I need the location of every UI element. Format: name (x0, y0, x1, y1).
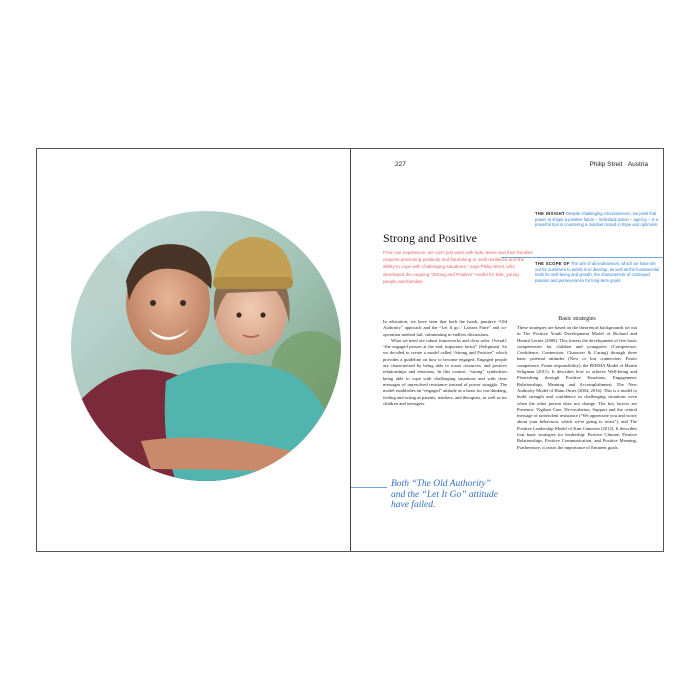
photo-father-and-child (71, 211, 341, 481)
right-page (351, 149, 664, 551)
article-title: Strong and Positive (383, 231, 478, 245)
section-heading: Basic strategies (558, 316, 596, 322)
sidenote-label: THE SCOPE OF (535, 261, 570, 266)
running-head: Philip Streit · Austria (589, 161, 648, 168)
body-column-right (517, 316, 637, 451)
body-paragraph: In education, we have seen that both the harsh, punitive “Old Authority” approach and the “Let It go / Laissez Faire” and co-operation method fail, culminating in endless discussions. (383, 319, 507, 337)
sidenote-insight (535, 211, 661, 228)
body-paragraph: These strategies are based on the theoretical backgrounds set out in The Positive Youth Development Model of Richard and Hermit Lerner (2008). This fosters the development of five basic competencies for children and youngsters (Competence, Confidence, Connection, Character & Caring) through three basic parental attitudes (New or lost connection, Foster competence, Foster responsibility); the PERMA Model of Martin Seligman (2011). It describes how to achieve Well-being and Flourishing through Positive Emotions, Engagement, Relationships, Meaning and Accomplishment; The New Authority Model of Haim Omer (2004, 2016). This is a model to build strength and confidence in challenging situations even when the other person does not change. The key factors are Presence, Vigilant Care, De-escalation, Support and the central message of nonviolent resistance (“We appreciate you and worry about your behaviour, which we're going to resist”); and The Positive Leadership Model of Kim Cameron (2012). It describes four basic strategies for leadership: Positive Climate, Positive Relationships, Positive Communication, and Positive Meaning. Furthermore, it raises the importance of Eminent goals. (517, 325, 637, 450)
page-number: 227 (395, 161, 406, 168)
sidenote-text: The aim of all endeavours, which we have set out for ourselves to tackle is to develop, as well as the fundamental tools for well-being and growth, the characteristic of continued passion and perseverance for long-term goals. (535, 261, 660, 283)
sidenote-text: Despite challenging circumstances, we posit that power to shape a positive future – individual action – agency – is a powerful tool in countering a mindset rooted in hope and optimism. (535, 211, 659, 228)
photo-illustration (71, 211, 341, 481)
book-spread (36, 148, 664, 552)
body-column-left (383, 319, 507, 407)
sidenote-label: THE INSIGHT (535, 211, 565, 216)
body-paragraph: What we need are robust frameworks and clear rules. Overall: “the engaged person at the end, important factor” (Seligman). So we decided to create a model called “Strong and Positive” which provides a guideline on how to become engaged. Engaged people are characterised by being able to foster resources, and positive relationships and emotions. In this context, “strong” symbolises being able to cope with challenging situations and with clear messages of unresolved resistance instead of power struggle. The model establishes an “engaged” attitude as a basis for our thinking, feeling and acting as parents, teachers, and therapists, as well as for children and teenagers. (383, 337, 507, 406)
sidenote-scope (535, 261, 661, 283)
quote-rule (351, 487, 387, 488)
article-lead: From our experience, we can't just work with kids, teens and their families requires promoting positivity and flourishing to instil resilience and the ability to cope with challenging situations," says Philip Streit, who developed the ongoing "Strong and Positive" model for kids, young people and families. (383, 250, 533, 284)
pull-quote: Both “The Old Authority” and the “Let It Go” attitude have failed. (391, 479, 498, 510)
